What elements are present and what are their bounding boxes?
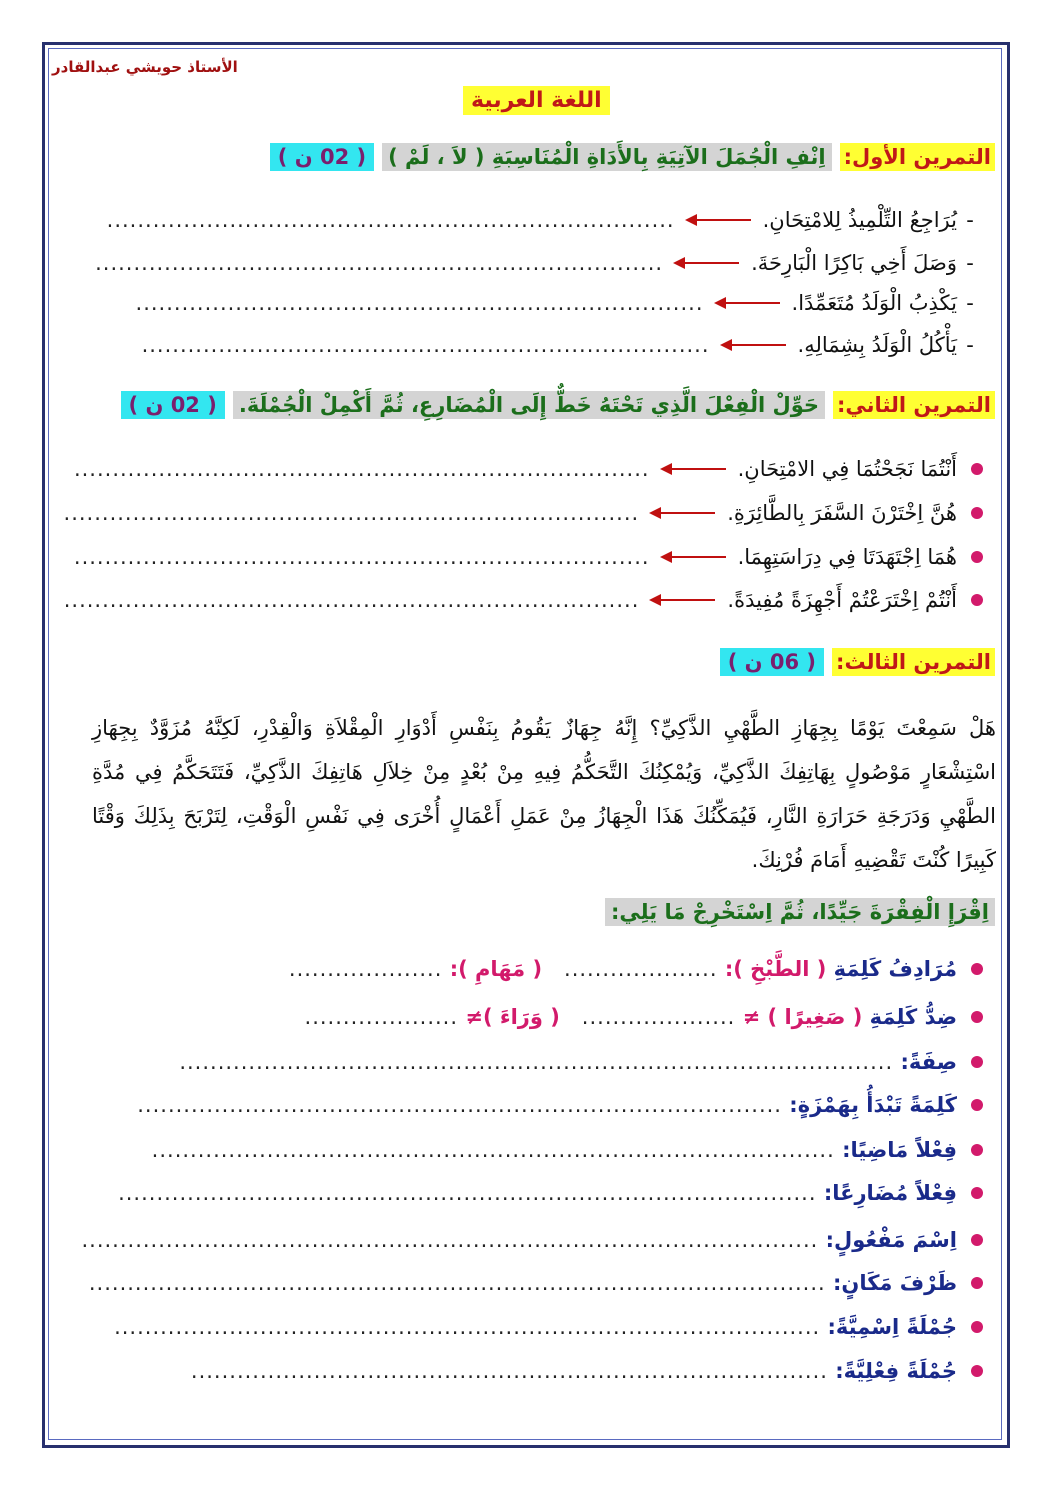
bullet-icon — [971, 1099, 983, 1111]
bullet-icon — [971, 594, 983, 606]
dash-marker: - — [966, 251, 974, 275]
answer-blank[interactable]: ........................................................................... — [73, 545, 650, 569]
question-label: جُمْلَةً اِسْمِيَّةً: — [827, 1315, 957, 1339]
extraction-question — [81, 1228, 983, 1252]
bullet-icon — [971, 1277, 983, 1289]
answer-blank[interactable]: .................... — [581, 1005, 736, 1029]
exercise1-sentence: يَكْذِبُ الْوَلَدُ مُتَعَمِّدًا. — [791, 291, 957, 315]
answer-blank[interactable]: .......................................................................... — [106, 208, 675, 232]
arrow-left-icon — [651, 599, 715, 601]
exercise3-header — [720, 648, 995, 676]
bullet-icon — [971, 1187, 983, 1199]
exercise2-instruction: حَوِّلْ الْفِعْلَ الَّذِي تَحْتَهُ خَطٌّ إِلَى الْمُضَارِعِ، ثُمَّ أَكْمِلْ الْجُمْلَةَ. — [233, 391, 825, 419]
answer-blank[interactable]: ........................................................................... — [63, 501, 640, 525]
exercise2-sentence: أَنْتُمَا نَجَحْتُمَا فِي الامْتِحَانِ. — [737, 457, 957, 481]
question-label: كَلِمَةً تَبْدَأُ بِهَمْزَةٍ: — [789, 1093, 957, 1117]
answer-blank[interactable]: .................... — [564, 957, 718, 981]
synonym-word1: ( الطَّبْخِ ): — [724, 957, 827, 981]
extraction-question — [191, 1359, 983, 1383]
exercise2-header — [121, 391, 995, 419]
bullet-icon — [971, 1011, 983, 1023]
dash-marker: - — [966, 291, 974, 315]
extraction-question — [179, 1050, 983, 1074]
question-label: ظَرْفَ مَكَانٍ: — [833, 1271, 957, 1295]
bullet-icon — [971, 551, 983, 563]
exercise2-points: ( 02 ن ) — [121, 391, 225, 419]
arrow-left-icon — [716, 302, 780, 304]
answer-blank[interactable]: .......................................................................... — [95, 251, 664, 275]
extraction-question — [114, 1315, 983, 1339]
bullet-icon — [971, 1234, 983, 1246]
exercise2-item — [64, 501, 983, 525]
exercise1-sentence: يَأْكُلُ الْوَلَدُ بِشِمَالِهِ. — [797, 333, 957, 357]
extraction-question — [137, 1093, 983, 1117]
author-name: الأستاذ حويشي عبدالقادر — [52, 58, 238, 76]
bullet-icon — [971, 463, 983, 475]
exercise3-points: ( 06 ن ) — [720, 648, 824, 676]
synonym-label: مُرَادِفُ كَلِمَةِ — [833, 957, 957, 981]
exercise1-item — [142, 333, 983, 357]
exercise2-item — [74, 457, 983, 481]
arrow-left-icon — [675, 262, 739, 264]
antonym-word2: ( وَرَاءَ )≠ — [465, 1005, 560, 1029]
answer-blank[interactable]: .................... — [288, 957, 443, 981]
answer-blank[interactable]: ........................................................................... — [73, 457, 650, 481]
page-title: اللغة العربية — [463, 86, 610, 115]
answer-blank[interactable]: ............................................................................................ — [114, 1315, 821, 1339]
bullet-icon — [971, 1365, 983, 1377]
answer-blank[interactable]: ................................................................................................ — [81, 1228, 819, 1252]
bullet-icon — [971, 1056, 983, 1068]
exercise1-header — [270, 143, 995, 171]
arrow-left-icon — [662, 556, 726, 558]
exercise1-instruction: اِنْفِ الْجُمَلَ الآتِيَةِ بِالأَدَاةِ الْمُنَاسِبَةِ ( لاَ ، لَمْ ) — [382, 143, 831, 171]
dash-marker: - — [966, 208, 974, 232]
question-label: فِعْلاً مُضَارِعًا: — [823, 1181, 957, 1205]
exercise1-sentence: وَصَلَ أَخِي بَاكِرًا الْبَارِحَةَ. — [751, 251, 957, 275]
exercise2-sentence: هُمَا اِجْتَهَدَتَا فِي دِرَاسَتِهِمَا. — [737, 545, 957, 569]
bullet-icon — [971, 963, 983, 975]
question-label: جُمْلَةً فِعْلِيَّةً: — [835, 1359, 957, 1383]
bullet-icon — [971, 1321, 983, 1333]
exercise1-item — [95, 251, 983, 275]
exercise2-item — [64, 588, 983, 612]
exercise3-task-text: اِقْرَإِ الْفِقْرَةَ جَيِّدًا، ثُمَّ اِسْتَخْرِجْ مَا يَلِي: — [605, 898, 995, 926]
arrow-left-icon — [687, 219, 751, 221]
exercise1-item — [136, 291, 983, 315]
synonym-word2: ( مَهَامِ ): — [449, 957, 543, 981]
bullet-icon — [971, 1144, 983, 1156]
extraction-question — [89, 1271, 983, 1295]
antonym-label: ضِدُّ كَلِمَةِ — [869, 1005, 957, 1029]
answer-blank[interactable]: ......................................................................................... — [151, 1138, 835, 1162]
exercise3-task — [605, 898, 995, 926]
answer-blank[interactable]: ........................................................................................... — [118, 1181, 817, 1205]
answer-blank[interactable]: .................... — [304, 1005, 459, 1029]
exercise1-points: ( 02 ن ) — [270, 143, 374, 171]
question-label: اِسْمَ مَفْعُولٍ: — [825, 1228, 957, 1252]
arrow-left-icon — [722, 344, 786, 346]
answer-blank[interactable]: .................................................................................... — [137, 1093, 782, 1117]
synonym-question — [289, 957, 983, 981]
exercise3-label: التمرين الثالث: — [832, 648, 995, 676]
arrow-left-icon — [662, 468, 726, 470]
answer-blank[interactable]: ................................................................................... — [190, 1359, 828, 1383]
exercise2-sentence: هُنَّ اِخْتَرْنَ السَّفَرَ بِالطَّائِرَةِ. — [727, 501, 957, 525]
exercise1-label: التمرين الأول: — [840, 143, 995, 171]
dash-marker: - — [966, 333, 974, 357]
answer-blank[interactable]: ................................................................................................ — [88, 1271, 826, 1295]
exercise1-item — [107, 208, 983, 232]
answer-blank[interactable]: ............................................................................................. — [179, 1050, 894, 1074]
antonym-question — [305, 1005, 983, 1029]
extraction-question — [152, 1138, 983, 1162]
reading-paragraph: هَلْ سَمِعْتَ يَوْمًا بِجِهَازِ الطَّهْيِ الذَّكِيِّ؟ إِنَّهُ جِهَازٌ يَقُومُ بِنَفْسِ أَدْوَارِ الْمِقْلاَةِ وَالْقِدْرِ، لَكِنَّهُ مُزَوَّدٌ بِجِهَازِ اسْتِشْعَارٍ مَوْصُولٍ بِهَاتِفِكَ الذَّكِيِّ، وَيُمْكِنُكَ التَّحَكُّمُ فِيهِ مِنْ بُعْدٍ مِنْ خِلاَلِ هَاتِفِكَ الذَّكِيِّ، فَتَتَحَكَّمُ فِي مُدَّةِ الطَّهْيِ وَدَرَجَةِ حَرَارَةِ النَّارِ، فَيُمَكِّنُكَ هَذَا الْجِهَازُ مِنْ عَمَلِ أَعْمَالٍ أُخْرَى فِي نَفْسِ الْوَقْتِ، لِتَرْبَحَ بِذَلِكَ وَقْتًا كَبِيرًا كُنْتَ تَقْضِيهِ أَمَامَ فُرْنِكَ. — [92, 716, 996, 872]
extraction-question — [118, 1181, 983, 1205]
antonym-word1: ( صَغِيرًا ) ≠ — [742, 1005, 863, 1029]
arrow-left-icon — [651, 512, 715, 514]
exercise2-sentence: أَنْتُمْ اِخْتَرَعْتُمْ أَجْهِزَةً مُفِيدَةً. — [727, 588, 957, 612]
exercise2-label: التمرين الثاني: — [833, 391, 995, 419]
bullet-icon — [971, 507, 983, 519]
question-label: فِعْلاً مَاضِيًا: — [842, 1138, 957, 1162]
answer-blank[interactable]: .......................................................................... — [141, 333, 710, 357]
exercise2-item — [74, 545, 983, 569]
question-label: صِفَةً: — [900, 1050, 957, 1074]
answer-blank[interactable]: ........................................................................... — [63, 588, 640, 612]
exercise1-sentence: يُرَاجِعُ التِّلْمِيذُ لِلامْتِحَانِ. — [762, 208, 957, 232]
answer-blank[interactable]: .......................................................................... — [135, 291, 704, 315]
